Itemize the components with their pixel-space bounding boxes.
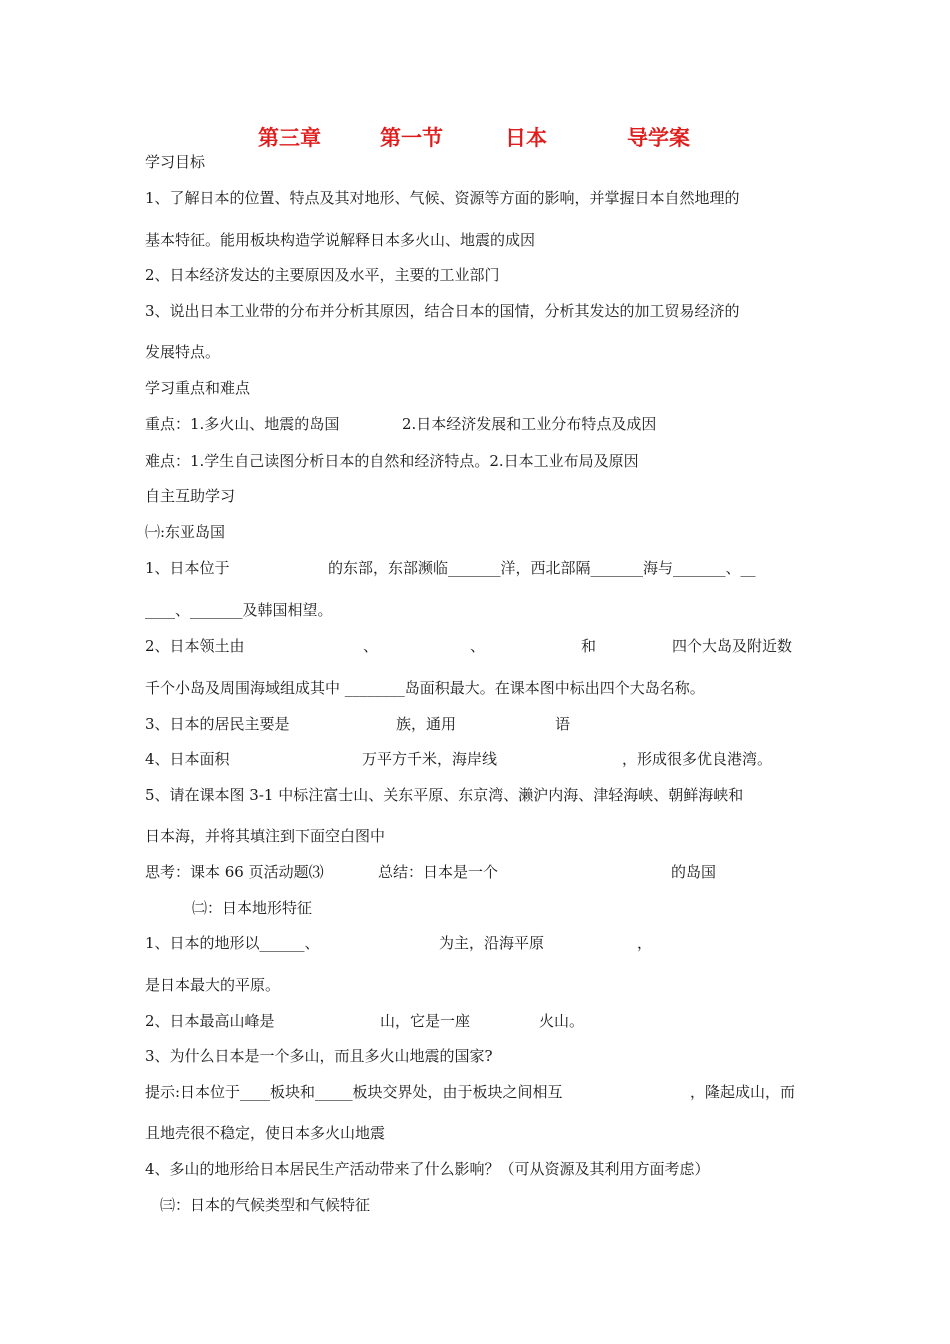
q1-5-line-2: 日本海，并将其填注到下面空白图中: [145, 827, 386, 845]
title-topic: 日本: [505, 126, 547, 150]
difficult-points: 难点：1.学生自己读图分析日本的自然和经济特点。2.日本工业布局及原因: [145, 452, 639, 470]
heading-key-points: 学习重点和难点: [145, 379, 251, 397]
q1-2-tail: 四个大岛及附近数: [672, 637, 793, 655]
q1-2-sep-3: 和: [581, 637, 597, 655]
q2-4: 4、多山的地形给日本居民生产活动带来了什么影响？（可从资源及其利用方面考虑）: [145, 1160, 710, 1178]
q1-5-line-1: 5、请在课本图 3-1 中标注富士山、关东平原、东京湾、濑沪内海、津轻海峡、朝鲜海峡和: [145, 786, 744, 804]
objective-1-line-1: 1、了解日本的位置、特点及其对地形、气候、资源等方面的影响，并掌握日本自然地理的: [145, 189, 740, 207]
q2-2-label: 2、日本最高山峰是: [145, 1012, 275, 1030]
title-doc-type: 导学案: [627, 126, 690, 150]
hint-line-1: 提示:日本位于____板块和_____板块交界处，由于板块之间相互: [145, 1083, 563, 1101]
q1-4-label: 4、日本面积: [145, 750, 230, 768]
summary-prompt: 总结：日本是一个: [378, 863, 499, 881]
heading-self-study: 自主互助学习: [145, 487, 236, 505]
q1-1-label: 1、日本位于: [145, 559, 230, 577]
document-title: [0, 122, 950, 152]
heading-learning-objectives: 学习目标: [145, 153, 206, 171]
hint-line-1-tail: ，隆起成山，而: [690, 1083, 796, 1101]
objective-3-line-1: 3、说出日本工业带的分布并分析其原因，结合日本的国情，分析其发达的加工贸易经济的: [145, 302, 740, 320]
key-point-1: 重点：1.多火山、地震的岛国: [145, 415, 340, 433]
hint-line-2: 且地壳很不稳定，使日本多火山地震: [145, 1124, 386, 1142]
objective-2: 2、日本经济发达的主要原因及水平，主要的工业部门: [145, 266, 500, 284]
q2-1-label: 1、日本的地形以______、: [145, 934, 320, 952]
section-1-heading: ㈠:东亚岛国: [145, 523, 226, 541]
q1-3-tail: 语: [555, 715, 571, 733]
q2-1-tail: ，: [637, 934, 653, 952]
q1-4-mid: 万平方千米，海岸线: [362, 750, 498, 768]
q2-3: 3、为什么日本是一个多山，而且多火山地震的国家?: [145, 1047, 493, 1065]
q2-2-mid: 山，它是一座: [380, 1012, 471, 1030]
q1-1-text: 的东部，东部濒临_______洋，西北部隔_______海与_______、__: [328, 559, 756, 577]
objective-1-line-2: 基本特征。能用板块构造学说解释日本多火山、地震的成因: [145, 231, 536, 249]
q1-4-tail: ，形成很多优良港湾。: [622, 750, 773, 768]
objective-3-line-2: 发展特点。: [145, 343, 221, 361]
title-section: 第一节: [380, 126, 443, 150]
q2-1-continued: 是日本最大的平原。: [145, 976, 281, 994]
title-chapter: 第三章: [258, 126, 321, 150]
q1-3-label: 3、日本的居民主要是: [145, 715, 290, 733]
think-prompt: 思考：课本 66 页活动题⑶: [145, 863, 324, 881]
section-3-heading: ㈢：日本的气候类型和气候特征: [160, 1196, 371, 1214]
q1-2-continued: 千个小岛及周围海域组成其中 ________岛面积最大。在课本图中标出四个大岛名称。: [145, 679, 705, 697]
q1-3-mid: 族，通用: [396, 715, 457, 733]
q2-2-tail: 火山。: [539, 1012, 585, 1030]
q2-1-mid: 为主，沿海平原: [439, 934, 545, 952]
q1-1-continued: ____、_______及韩国相望。: [145, 601, 333, 619]
q1-2-sep-2: 、: [470, 637, 486, 655]
q1-2-label: 2、日本领土由: [145, 637, 245, 655]
summary-tail: 的岛国: [671, 863, 717, 881]
key-point-2: 2.日本经济发展和工业分布特点及成因: [402, 415, 657, 433]
q1-2-sep-1: 、: [363, 637, 379, 655]
section-2-heading: ㈡：日本地形特征: [192, 899, 313, 917]
